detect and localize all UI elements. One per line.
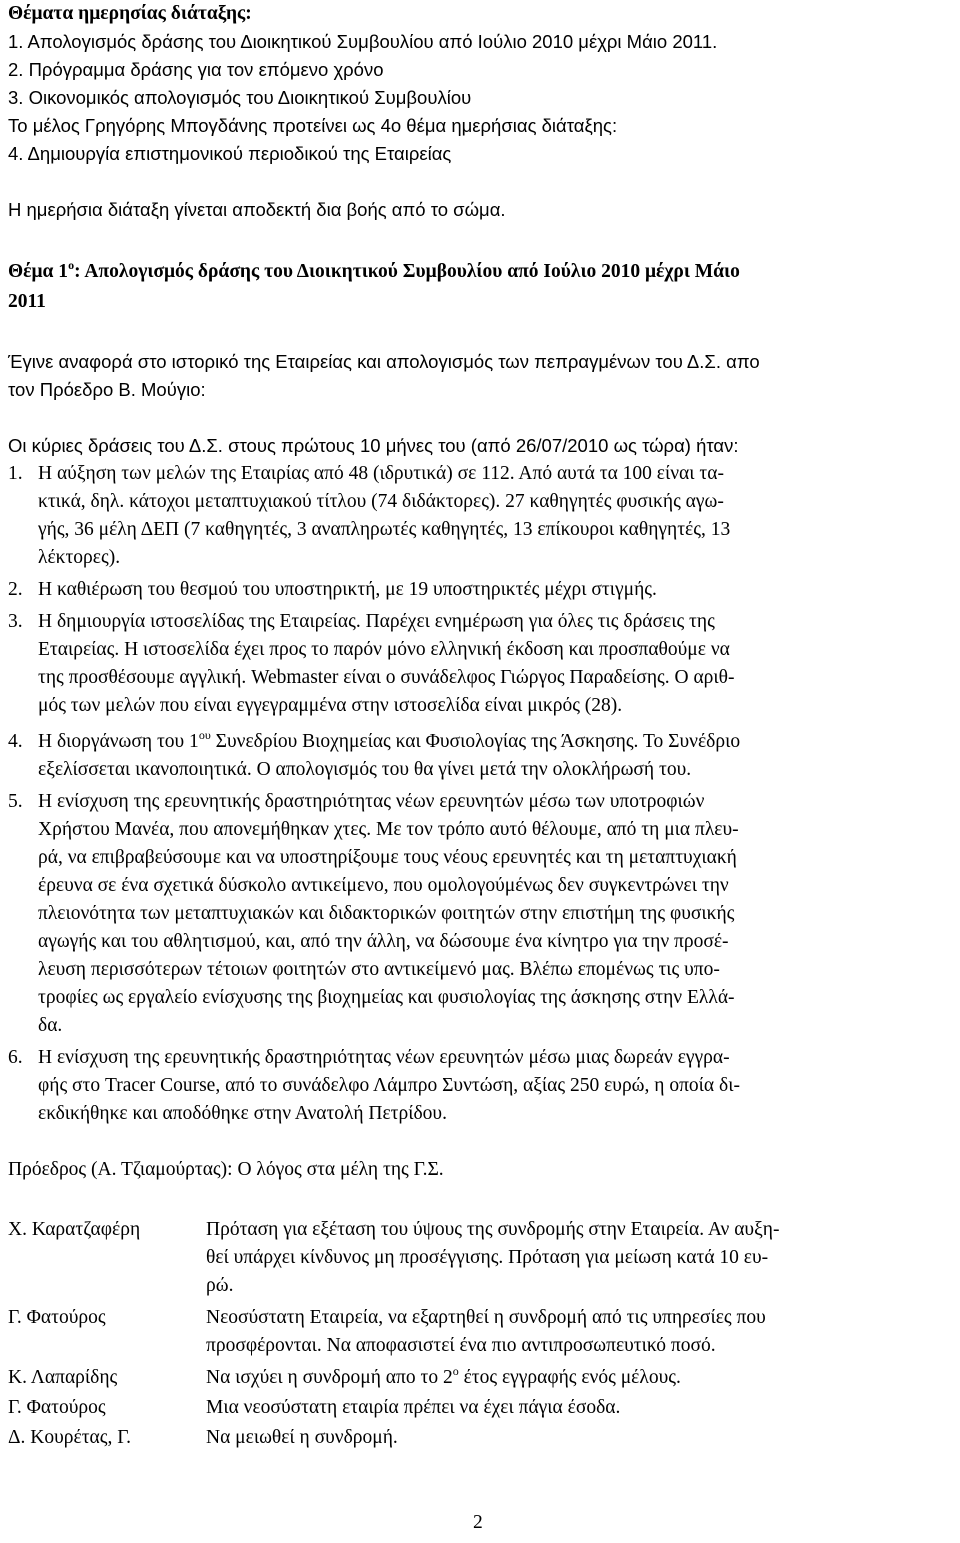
list-item-line: δα. — [38, 1015, 63, 1036]
list-item-number: 1. — [8, 463, 23, 484]
agenda-item-1: 1. Απολογισμός δράσης του Διοικητικού Συμβουλίου από Ιούλιο 2010 μέχρι Μάιο 2011. — [8, 31, 718, 52]
topic-1-title — [8, 260, 740, 284]
topic-1-title-b: : Απολογισμός δράσης του Διοικητικού Συμβουλίου από Ιούλιο 2010 μέχρι Μάιο — [74, 261, 740, 282]
list-item-line: Εταιρείας. Η ιστοσελίδα έχει προς το παρόν μόνο ελληνική έκδοση και προσπαθούμε να — [38, 639, 730, 660]
list-item-line: αγωγής και του αθλητισμού, και, από την άλλη, να δώσουμε ένα κίνητρο για την προσέ- — [38, 931, 729, 952]
speaker-text: Να μειωθεί η συνδρομή. — [206, 1427, 398, 1448]
list-item-line: κτικά, δηλ. κάτοχοι μεταπτυχιακού τίτλου (74 διδάκτορες). 27 καθηγητές φυσικής αγω- — [38, 491, 724, 512]
speaker-text-b: έτος εγγραφής ενός μέλους. — [458, 1367, 681, 1388]
speaker-name: Γ. Φατούρος — [8, 1397, 106, 1418]
list-item-text: Συνεδρίου Βιοχημείας και Φυσιολογίας της Άσκησης. Το Συνέδριο — [210, 731, 741, 752]
list-item-line: έρευνα σε ένα σχετικά δύσκολο αντικείμενο, που ομολογούμένως δεν συγκεντρώνει την — [38, 875, 729, 896]
speaker-text: προσφέρονται. Να αποφασιστεί ένα πιο αντιπροσωπευτικό ποσό. — [206, 1335, 716, 1356]
list-item-line: μός των μελών που είναι εγγεγραμμένα στην ιστοσελίδα είναι μικρός (28). — [38, 695, 623, 716]
list-item-line: Η ενίσχυση της ερευνητικής δραστηριότητας νέων ερευνητών μέσω μιας δωρεάν εγγρα- — [38, 1047, 730, 1068]
list-item-number: 4. — [8, 731, 23, 752]
list-item-line: τροφίες ως εργαλείο ενίσχυσης της βιοχημείας και φυσιολογίας της άσκησης στην Ελλά- — [38, 987, 735, 1008]
president-floor: Πρόεδρος (Α. Τζιαμούρτας): Ο λόγος στα μέλη της Γ.Σ. — [8, 1159, 444, 1180]
list-item-text: Η διοργάνωση του 1 — [38, 731, 199, 752]
list-item-line: της προσθέσουμε αγγλική. Webmaster είναι ο συνάδελφος Γιώργος Παραδείσης. Ο αριθ- — [38, 667, 735, 688]
list-item-line: ρά, να επιβραβεύσουμε και να υποστηρίξουμε τους νέους ερευνητές και τη μεταπτυχιακή — [38, 847, 737, 868]
speaker-name: Δ. Κουρέτας, Γ. — [8, 1427, 132, 1448]
list-item-line: λέκτορες). — [38, 547, 121, 568]
list-item-line: λευση περισσότερων τέτοιων φοιτητών στο αντικείμενό μας. Βλέπω επομένως τις υπο- — [38, 959, 720, 980]
speaker-text: ρώ. — [206, 1275, 234, 1296]
speaker-text: Νεοσύστατη Εταιρεία, να εξαρτηθεί η συνδρομή από τις υπηρεσίες που — [206, 1307, 766, 1328]
speaker-text — [206, 1366, 681, 1390]
agenda-item-3: 3. Οικονομικός απολογισμός του Διοικητικού Συμβουλίου — [8, 87, 472, 108]
speaker-text: Πρόταση για εξέταση του ύψους της συνδρομής στην Εταιρεία. Αν αυξη- — [206, 1219, 780, 1240]
list-item-number: 6. — [8, 1047, 23, 1068]
superscript: ου — [198, 728, 211, 742]
superscript: ο — [452, 1364, 459, 1378]
list-item-number: 5. — [8, 791, 23, 812]
list-item-line: Η δημιουργία ιστοσελίδας της Εταιρείας. Παρέχει ενημέρωση για όλες τις δράσεις της — [38, 611, 715, 632]
list-item-line — [38, 730, 740, 754]
list-item-line: πλειονότητα των μεταπτυχιακών και διδακτορικών φοιτητών στην επιστήμη της φυσικής — [38, 903, 735, 924]
list-item-line: φής στο Tracer Course, από το συνάδελφο Λάμπρο Συντώση, αξίας 250 ευρώ, η οποία δι- — [38, 1075, 740, 1096]
list-item-line: Η καθιέρωση του θεσμού του υποστηρικτή, με 19 υποστηρικτές μέχρι στιγμής. — [38, 579, 657, 600]
list-item-line: εξελίσσεται ικανοποιητικά. Ο απολογισμός του θα γίνει μετά την ολοκλήρωσή του. — [38, 759, 692, 780]
agenda-acceptance: Η ημερήσια διάταξη γίνεται αποδεκτή δια βοής από το σώμα. — [8, 199, 506, 220]
topic-1-title-sup: ο — [68, 258, 75, 272]
list-item-number: 3. — [8, 611, 23, 632]
agenda-heading: Θέματα ημερησίας διάταξης: — [8, 3, 252, 24]
topic-1-intro-2: τον Πρόεδρο Β. Μούγιο: — [8, 379, 206, 400]
list-item-line: Χρήστου Μανέα, που απονεμήθηκαν χτες. Με τον τρόπο αυτό θέλουμε, από τη μια πλευ- — [38, 819, 739, 840]
agenda-proposal-note: Το μέλος Γρηγόρης Μπογδάνης προτείνει ως 4ο θέμα ημερήσιας διάταξης: — [8, 115, 618, 136]
agenda-item-4: 4. Δημιουργία επιστημονικού περιοδικού της Εταιρείας — [8, 143, 452, 164]
speaker-text-a: Να ισχύει η συνδρομή απο το 2 — [206, 1367, 453, 1388]
actions-header: Οι κύριες δράσεις του Δ.Σ. στους πρώτους 10 μήνες του (από 26/07/2010 ως τώρα) ήταν: — [8, 435, 739, 456]
list-item-line: εκδικήθηκε και αποδόθηκε στην Ανατολή Πετρίδου. — [38, 1103, 447, 1124]
list-item-line: γής, 36 μέλη ΔΕΠ (7 καθηγητές, 3 αναπληρωτές καθηγητές, 13 επίκουροι καθηγητές, 13 — [38, 519, 731, 540]
topic-1-title-cont: 2011 — [8, 291, 46, 312]
speaker-name: Χ. Καρατζαφέρη — [8, 1219, 141, 1240]
speaker-name: Κ. Λαπαρίδης — [8, 1367, 118, 1388]
page-number: 2 — [473, 1512, 483, 1533]
speaker-text: Μια νεοσύστατη εταιρία πρέπει να έχει πάγια έσοδα. — [206, 1397, 621, 1418]
topic-1-intro-1: Έγινε αναφορά στο ιστορικό της Εταιρείας και απολογισμός των πεπραγμένων του Δ.Σ. απο — [8, 351, 760, 372]
list-item-line: Η αύξηση των μελών της Εταιρίας από 48 (ιδρυτικά) σε 112. Από αυτά τα 100 είναι τα- — [38, 463, 724, 484]
agenda-item-2: 2. Πρόγραμμα δράσης για τον επόμενο χρόνο — [8, 59, 384, 80]
topic-1-title-a: Θέμα 1 — [8, 261, 69, 282]
list-item-number: 2. — [8, 579, 23, 600]
speaker-name: Γ. Φατούρος — [8, 1307, 106, 1328]
speaker-text: θεί υπάρχει κίνδυνος μη προσέγγισης. Πρόταση για μείωση κατά 10 ευ- — [206, 1247, 769, 1268]
list-item-line: Η ενίσχυση της ερευνητικής δραστηριότητας νέων ερευνητών μέσω των υποτροφιών — [38, 791, 705, 812]
